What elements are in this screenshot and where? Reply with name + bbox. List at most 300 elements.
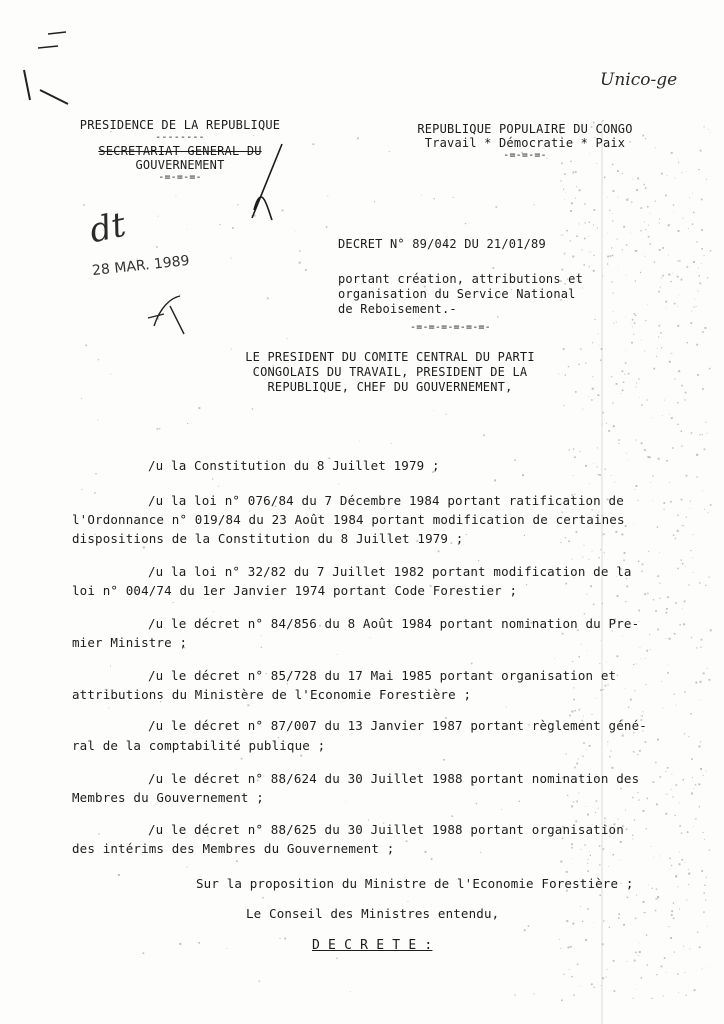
speck	[677, 974, 678, 975]
speck	[601, 985, 602, 986]
speck	[625, 810, 626, 811]
speck	[575, 767, 576, 768]
speck	[685, 392, 687, 394]
speck	[589, 396, 590, 397]
speck	[677, 530, 679, 532]
speck	[660, 287, 661, 288]
speck	[695, 784, 696, 785]
speck	[585, 222, 586, 223]
speck	[638, 378, 639, 379]
speck	[607, 256, 609, 258]
speck	[657, 348, 658, 349]
speck	[684, 601, 686, 603]
speck	[622, 390, 624, 392]
speck	[632, 179, 633, 180]
speck	[586, 806, 587, 807]
speck	[617, 675, 618, 676]
speck	[620, 393, 621, 394]
speck	[593, 224, 594, 225]
speck	[614, 990, 616, 992]
speck	[603, 533, 605, 535]
speck	[664, 957, 666, 959]
speck	[425, 851, 427, 853]
speck	[591, 399, 593, 401]
speck	[614, 482, 615, 483]
speck	[637, 792, 638, 793]
speck	[573, 448, 574, 449]
speck	[698, 268, 699, 269]
speck	[702, 388, 704, 390]
speck	[501, 809, 502, 810]
speck	[706, 877, 707, 878]
speck	[665, 195, 667, 197]
speck	[704, 839, 705, 840]
speck	[607, 662, 608, 663]
speck	[667, 665, 668, 666]
speck	[514, 994, 515, 995]
speck	[645, 741, 647, 743]
speck	[674, 633, 676, 635]
speck	[562, 234, 563, 235]
speck	[465, 223, 466, 224]
speck	[466, 534, 467, 535]
speck	[406, 840, 408, 842]
speck	[675, 602, 677, 604]
speck	[594, 922, 595, 923]
speck	[561, 542, 562, 543]
speck	[580, 986, 581, 987]
speck	[700, 150, 702, 152]
speck	[686, 171, 687, 172]
speck	[693, 557, 694, 558]
speck	[625, 317, 626, 318]
speck	[660, 598, 661, 599]
speck	[610, 750, 611, 751]
speck	[618, 197, 619, 198]
speck	[632, 835, 633, 836]
speck	[673, 902, 674, 903]
speck	[612, 255, 614, 257]
speck	[574, 767, 576, 769]
speck	[654, 261, 655, 262]
speck	[476, 803, 477, 804]
speck	[652, 417, 653, 418]
speck	[580, 906, 581, 907]
speck	[623, 226, 625, 228]
speck	[287, 338, 288, 339]
speck	[86, 345, 88, 347]
speck	[665, 813, 667, 815]
speck	[646, 934, 647, 935]
speck	[632, 797, 633, 798]
speck	[421, 195, 422, 196]
speck	[326, 226, 328, 228]
visa-line: ral de la comptabilité publique ;	[72, 738, 326, 753]
speck	[607, 741, 608, 742]
speck	[644, 449, 646, 451]
handwritten-marks	[18, 20, 78, 120]
decrete-heading: D E C R E T E :	[312, 938, 433, 953]
header-separator: --------	[155, 132, 205, 143]
speck	[677, 424, 678, 425]
speck	[576, 531, 578, 533]
speck	[636, 383, 637, 384]
speck	[659, 219, 660, 220]
speck	[640, 943, 641, 944]
speck	[565, 583, 567, 585]
speck	[622, 735, 624, 737]
speck	[522, 474, 524, 476]
speck	[659, 249, 661, 251]
speck	[704, 126, 705, 127]
speck	[684, 399, 685, 400]
speck	[665, 771, 666, 772]
speck	[704, 255, 705, 256]
speck	[296, 232, 297, 233]
speck	[568, 540, 570, 542]
speck	[593, 255, 594, 256]
speck	[94, 492, 96, 494]
speck	[81, 489, 82, 490]
speck	[634, 960, 636, 962]
speck	[95, 473, 96, 474]
speck	[699, 806, 700, 807]
speck	[179, 943, 181, 945]
speck	[599, 557, 600, 558]
speck	[572, 559, 573, 560]
speck	[698, 783, 700, 785]
speck	[653, 501, 654, 502]
speck	[615, 531, 617, 533]
speck	[696, 970, 697, 971]
speck	[636, 386, 637, 387]
speck	[656, 974, 657, 975]
speck	[671, 789, 672, 790]
speck	[627, 961, 628, 962]
speck	[570, 946, 572, 948]
speck	[587, 908, 589, 910]
speck	[634, 793, 635, 794]
speck	[587, 651, 588, 652]
speck	[635, 918, 637, 920]
speck	[578, 759, 579, 760]
speck	[708, 129, 709, 130]
speck	[681, 446, 682, 447]
speck	[570, 240, 571, 241]
speck	[584, 264, 586, 266]
speck	[118, 874, 120, 876]
speck	[637, 189, 638, 190]
speck	[657, 629, 659, 631]
speck	[650, 213, 651, 214]
speck	[657, 896, 659, 898]
speck	[686, 900, 687, 901]
speck	[693, 788, 694, 789]
speck	[650, 482, 651, 483]
speck	[633, 334, 634, 335]
speck	[705, 900, 706, 901]
speck	[640, 647, 641, 648]
speck	[600, 360, 601, 361]
speck	[560, 861, 562, 863]
speck	[666, 460, 668, 462]
speck	[682, 563, 684, 565]
speck	[604, 818, 606, 820]
speck	[643, 901, 645, 903]
speck	[675, 538, 676, 539]
speck	[575, 198, 576, 199]
speck	[571, 843, 573, 845]
speck	[83, 204, 85, 206]
speck	[671, 865, 672, 866]
speck	[688, 736, 689, 737]
speck	[651, 846, 652, 847]
speck	[582, 921, 583, 922]
speck	[617, 655, 619, 657]
speck	[589, 745, 591, 747]
speck	[173, 602, 174, 603]
speck	[573, 475, 574, 476]
speck	[648, 551, 649, 552]
speck	[670, 281, 671, 282]
speck	[677, 306, 678, 307]
visa-line: /u le décret n° 87/007 du 13 Janvier 1987 portant règlement géné-	[148, 718, 647, 733]
speck	[690, 322, 692, 324]
speck	[252, 408, 253, 409]
speck	[588, 236, 589, 237]
speck	[679, 852, 680, 853]
speck	[622, 533, 624, 535]
speck	[703, 911, 705, 913]
speck	[524, 535, 525, 536]
speck	[573, 995, 574, 996]
speck	[702, 199, 703, 200]
speck	[688, 873, 690, 875]
speck	[671, 152, 673, 154]
speck	[677, 886, 678, 887]
speck	[636, 485, 638, 487]
speck	[709, 577, 710, 578]
speck	[591, 509, 592, 510]
speck	[267, 298, 269, 300]
speck	[661, 681, 662, 682]
speck	[668, 224, 670, 226]
speck	[597, 447, 598, 448]
speck	[705, 585, 706, 586]
speck	[600, 690, 602, 692]
speck	[642, 810, 644, 812]
speck	[668, 255, 669, 256]
visa-line: mier Ministre ;	[72, 635, 188, 650]
speck	[689, 197, 690, 198]
speck	[595, 319, 596, 320]
speck	[582, 756, 583, 757]
speck	[496, 206, 498, 208]
paraph-mark	[140, 288, 200, 338]
speck	[693, 534, 694, 535]
speck	[704, 885, 705, 886]
speck	[701, 870, 703, 872]
speck	[570, 210, 572, 212]
speck	[110, 666, 111, 667]
speck	[662, 247, 664, 249]
speck	[679, 803, 680, 804]
speck	[706, 771, 707, 772]
speck	[687, 831, 689, 833]
decree-separator: -=-=-=-=-=-=-	[410, 322, 491, 333]
speck	[647, 965, 648, 966]
speck	[597, 227, 598, 228]
speck	[685, 566, 686, 567]
speck	[678, 992, 679, 993]
speck	[674, 379, 675, 380]
speck	[691, 637, 692, 638]
speck	[655, 762, 656, 763]
speck	[408, 901, 409, 902]
visa-line: /u la loi n° 076/84 du 7 Décembre 1984 portant ratification de	[148, 493, 624, 508]
speck	[562, 633, 564, 635]
speck	[567, 795, 568, 796]
speck	[660, 856, 661, 857]
speck	[659, 552, 660, 553]
speck	[645, 187, 647, 189]
speck	[636, 663, 637, 664]
speck	[585, 465, 587, 467]
speck	[709, 368, 711, 370]
speck	[703, 775, 704, 776]
speck	[584, 844, 585, 845]
speck	[611, 376, 612, 377]
speck	[683, 623, 685, 625]
speck	[391, 443, 392, 444]
speck	[596, 800, 598, 802]
speck	[664, 400, 665, 401]
speck	[671, 914, 673, 916]
speck	[663, 996, 664, 997]
speck	[433, 410, 434, 411]
speck	[697, 291, 698, 292]
speck	[684, 691, 685, 692]
speck	[617, 239, 618, 240]
speck	[631, 232, 632, 233]
speck	[584, 203, 585, 204]
speck	[704, 449, 706, 451]
speck	[679, 909, 680, 910]
speck	[571, 847, 573, 849]
speck	[641, 340, 642, 341]
speck	[648, 236, 650, 238]
speck	[199, 407, 201, 409]
speck	[586, 749, 587, 750]
speck	[635, 952, 637, 954]
speck	[636, 440, 637, 441]
speck	[587, 814, 589, 816]
speck	[665, 301, 667, 303]
speck	[580, 451, 581, 452]
speck	[666, 972, 667, 973]
speck	[635, 250, 636, 251]
speck	[579, 709, 581, 711]
speck	[641, 571, 642, 572]
speck	[690, 713, 692, 715]
decree-subject-line: organisation du Service National	[338, 287, 576, 301]
speck	[683, 946, 684, 947]
speck	[622, 370, 624, 372]
speck	[709, 679, 711, 681]
speck	[612, 221, 613, 222]
speck	[622, 249, 623, 250]
speck	[635, 250, 637, 252]
speck	[583, 716, 584, 717]
speck	[645, 229, 646, 230]
president-title	[190, 350, 590, 395]
speck	[586, 594, 587, 595]
speck	[633, 664, 634, 665]
speck	[564, 173, 566, 175]
speck	[699, 946, 701, 948]
speck	[560, 235, 561, 236]
speck	[654, 857, 655, 858]
speck	[647, 206, 649, 208]
speck	[691, 311, 692, 312]
speck	[594, 463, 595, 464]
speck	[626, 199, 628, 201]
speck	[157, 428, 159, 430]
speck	[559, 939, 560, 940]
speck	[653, 781, 655, 783]
speck	[684, 733, 685, 734]
speck	[690, 508, 691, 509]
speck	[693, 307, 694, 308]
speck	[625, 362, 627, 364]
speck	[626, 586, 628, 588]
speck	[676, 875, 678, 877]
speck	[576, 801, 578, 803]
speck	[327, 196, 328, 197]
speck	[159, 428, 160, 429]
speck	[611, 767, 613, 769]
speck	[661, 966, 663, 968]
speck	[599, 663, 600, 664]
speck	[599, 845, 601, 847]
speck	[566, 230, 568, 232]
speck	[677, 568, 679, 570]
visa-line: /u la loi n° 32/82 du 7 Juillet 1982 portant modification de la	[148, 564, 632, 579]
speck	[676, 784, 678, 786]
speck	[707, 926, 708, 927]
speck	[704, 509, 705, 510]
speck	[644, 184, 645, 185]
speck	[693, 261, 695, 263]
speck	[655, 201, 656, 202]
speck	[687, 342, 688, 343]
speck	[261, 647, 262, 648]
speck	[702, 491, 703, 492]
speck	[300, 755, 302, 757]
speck	[640, 716, 641, 717]
speck	[625, 525, 627, 527]
speck	[97, 420, 98, 421]
speck	[670, 501, 672, 503]
header-right	[380, 122, 670, 161]
speck	[602, 424, 603, 425]
speck	[667, 175, 668, 176]
speck	[679, 863, 681, 865]
speck	[679, 825, 681, 827]
speck	[534, 204, 535, 205]
speck	[602, 943, 604, 945]
speck	[667, 596, 669, 598]
